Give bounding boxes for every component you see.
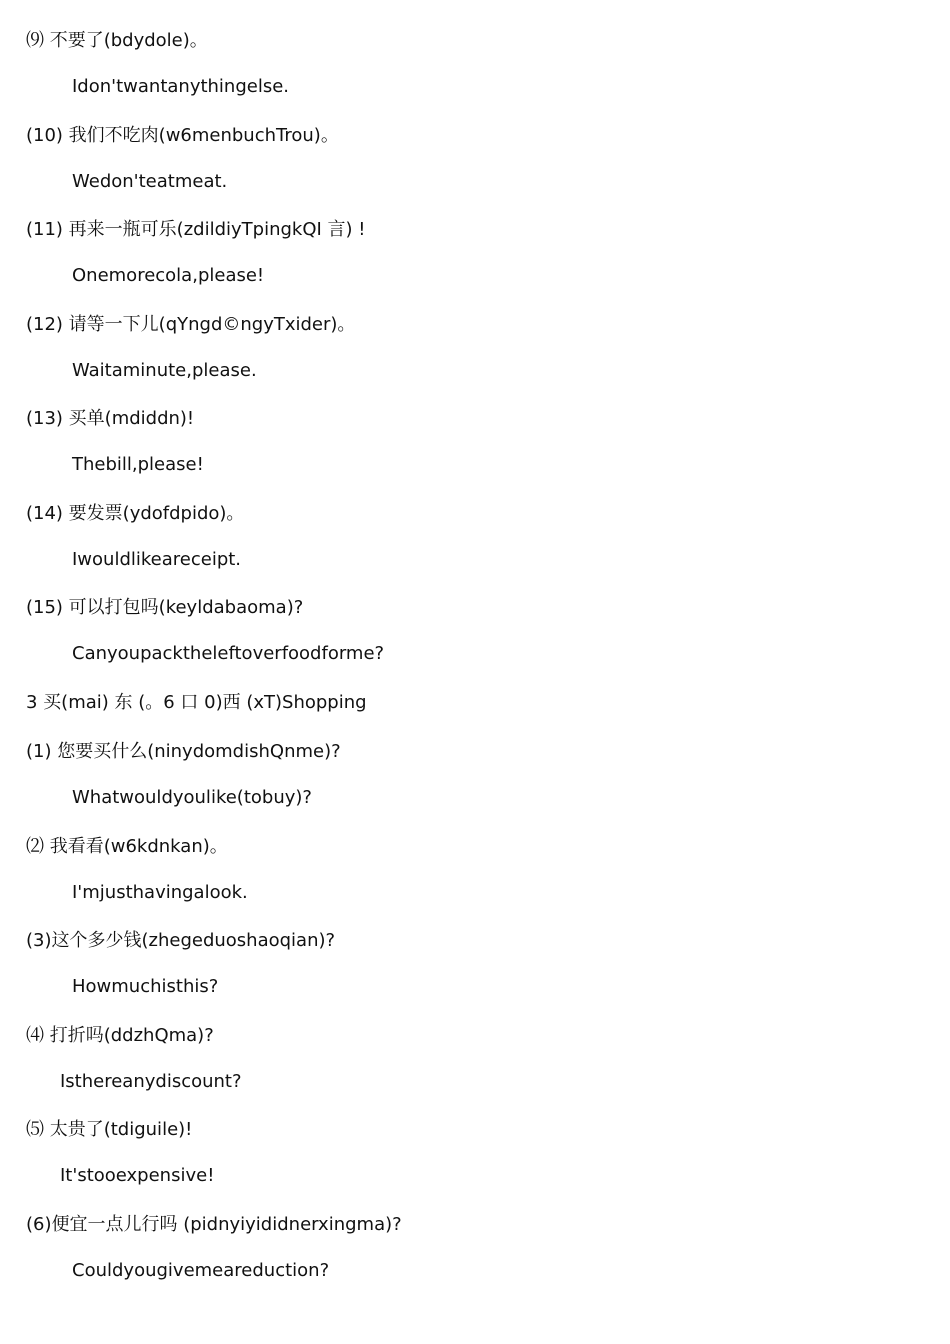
shopping-phrase-2-english: I'mjusthavingalook. xyxy=(72,882,248,903)
phrase-9-chinese: ⑼ 不要了(bdydole)。 xyxy=(26,30,208,51)
shopping-phrase-3-english: Howmuchisthis? xyxy=(72,976,219,997)
phrase-10-english: Wedon'teatmeat. xyxy=(72,171,228,192)
shopping-phrase-5-chinese: ⑸ 太贵了(tdiguile)! xyxy=(26,1119,193,1140)
shopping-phrase-6-chinese: (6)便宜一点儿行吗 (pidnyiyididnerxingma)? xyxy=(26,1214,402,1235)
phrase-9-english: Idon'twantanythingelse. xyxy=(72,76,290,97)
shopping-phrase-5-english: It'stooexpensive! xyxy=(60,1165,215,1186)
phrase-15-chinese: (15) 可以打包吗(keyldabaoma)? xyxy=(26,597,304,618)
phrase-14-chinese: (14) 要发票(ydofdpido)。 xyxy=(26,503,245,524)
phrase-11-chinese: (11) 再来一瓶可乐(zdildiyTpingkQI 言) ! xyxy=(26,219,366,240)
shopping-phrase-2-chinese: ⑵ 我看看(w6kdnkan)。 xyxy=(26,836,228,857)
phrase-10-chinese: (10) 我们不吃肉(w6menbuchTrou)。 xyxy=(26,125,339,146)
phrase-13-english: Thebill,please! xyxy=(72,454,204,475)
phrase-12-chinese: (12) 请等一下儿(qYngd©ngyTxider)。 xyxy=(26,314,356,335)
shopping-phrase-3-chinese: (3)这个多少钱(zhegeduoshaoqian)? xyxy=(26,930,336,951)
shopping-phrase-1-chinese: (1) 您要买什么(ninydomdishQnme)? xyxy=(26,741,341,762)
shopping-phrase-6-english: Couldyougivemeareduction? xyxy=(72,1260,330,1281)
phrase-12-english: Waitaminute,please. xyxy=(72,360,257,381)
section-heading-shopping: 3 买(mai) 东 (。6 口 0)西 (xT)Shopping xyxy=(26,692,367,713)
phrase-15-english: Canyoupacktheleftoverfoodforme? xyxy=(72,643,385,664)
phrase-13-chinese: (13) 买单(mdiddn)! xyxy=(26,408,195,429)
shopping-phrase-4-english: Isthereanydiscount? xyxy=(60,1071,242,1092)
shopping-phrase-1-english: Whatwouldyoulike(tobuy)? xyxy=(72,787,312,808)
shopping-phrase-4-chinese: ⑷ 打折吗(ddzhQma)? xyxy=(26,1025,214,1046)
phrase-14-english: Iwouldlikeareceipt. xyxy=(72,549,242,570)
phrase-11-english: Onemorecola,please! xyxy=(72,265,265,286)
